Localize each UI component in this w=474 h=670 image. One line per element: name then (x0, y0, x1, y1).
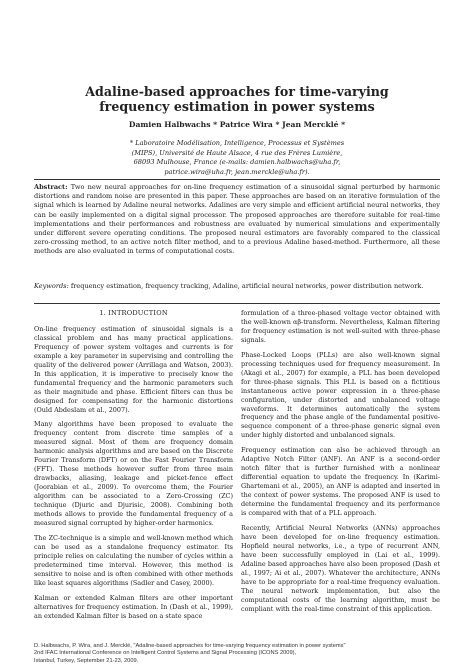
footnote-line: Istanbul, Turkey, September 21-23, 2009. (34, 657, 139, 664)
right-column (241, 309, 440, 620)
body-paragraph: Kalman or extended Kalman filters are other important alternatives for frequency estimation. In (Dash et al., 1999), an extended Kalman filter is based on a state space (34, 593, 233, 620)
abstract-label: Abstract: (34, 183, 68, 191)
section-heading: 1. INTRODUCTION (99, 309, 168, 317)
affiliation-line: patrice.wira@uha.fr, jean.merckle@uha.fr). (164, 167, 310, 176)
body-paragraph: On-line frequency estimation of sinusoidal signals is a classical problem and has many practical applications. Frequency of power system voltages and currents is for example a key parameter in supervising and controlling the quality of the delivered power (Arrillaga and Watson, 2003). In this application, it is imperative to precisely know the fundamental frequency and the harmonic parameters such as their magnitude and phase. Efficient filters can thus be designed for compensating for the harmonic distortions (Ould Abdeslam et al., 2007). (34, 324, 233, 414)
abstract-top-rule (34, 179, 440, 180)
body-paragraph: formulation of a three-phased voltage vector obtained with the well-known αβ-transform. Nevertheless, Kalman filtering for frequency estimation is not well-suited with three-phase signals. (241, 309, 440, 344)
body-paragraph: Recently, Artificial Neural Networks (ANNs) approaches have been developed for on-line frequency estimation. Hopfield neural networks, i.e., a type of recurrent ANN, have been successfully employed in (Lai et al., 1999). Adaline based approaches have also been proposed (Dash et al., 1997; Ai et al., 2007). Whatever the architecture, ANNs have to be appropriate for a real-time frequency evaluation. The neural network implementation, but also the computational costs of the learning algorithm, must be compliant with the real-time constraint of this application. (241, 523, 440, 613)
citation-footnote (34, 643, 454, 665)
keywords (34, 282, 440, 291)
title-line-2: frequency estimation in power systems (99, 99, 375, 114)
footnote-line: 2nd IFAC International Conference on Intelligent Control Systems and Signal Processing (ICONS 2009), (34, 650, 297, 657)
affiliation-line: 68093 Mulhouse, France (e-mails: damien.halbwachs@uha.fr, (133, 158, 341, 166)
keywords-text: frequency estimation, frequency tracking, Adaline, artificial neural networks, power distribution network. (70, 282, 424, 290)
affiliation (100, 139, 374, 177)
author-list: Damien Halbwachs * Patrice Wira * Jean Mercklé * (128, 120, 346, 129)
abstract-bottom-rule (34, 303, 440, 304)
body-paragraph: Frequency estimation can also be achieved through an Adaptive Notch Filter (ANF). An ANF is a second-order notch filter that is further furnished with a nonlinear differential equation to update the frequency. In (Karimi-Ghartemani et al., 2005), an ANF is adapted and inserted in the context of power systems. The proposed ANF is used to determine the fundamental frequency and its performance is compared with that of a PLL approach. (241, 446, 440, 518)
keywords-label: Keywords: (34, 282, 69, 290)
title-line-1: Adaline-based approaches for time-varying (85, 84, 389, 99)
affiliation-line: * Laboratoire Modélisation, Intelligence, Processus et Systèmes (129, 139, 345, 147)
body-paragraph: Many algorithms have been proposed to evaluate the frequency content from discrete time samples of a measured signal. Most of them are frequency domain harmonic analysis algorithms and are based on the Discrete Fourier Transform (DFT) or on the Fast Fourier Transform (FFT). These methods however suffer from three main drawbacks, aliasing, leakage and picket-fence effect (Joorabian et al., 2009). To overcome them, the Fourier algorithm can be associated to a Zero-Crossing (ZC) technique (Djuric and Djurisic, 2008). Combining both methods allows to provide the fundamental frequency of a measured signal corrupted by higher-order harmonics. (34, 420, 233, 527)
left-column (34, 309, 233, 627)
body-paragraph: The ZC-technique is a simple and well-known method which can be used as a standalone frequency estimator. Its principle relies on calculating the number of cycles within a predetermined time interval. However, this method is sensitive to noise and is often combined with other methods like least squares algorithms (Sadler and Casey, 2000). (34, 533, 233, 587)
footnote-line: D. Halbwachs, P. Wira, and J. Mercklé, "Adaline-based approaches for time-varying frequency estimation in power systems" (34, 643, 346, 649)
paper-title (0, 84, 474, 114)
abstract (34, 183, 440, 257)
affiliation-line: (MIPS), Université de Haute Alsace, 4 rue des Frères Lumière, (131, 148, 343, 157)
body-paragraph: Phase-Locked Loops (PLLs) are also well-known signal processing techniques used for frequency measurement. In (Akagi et al., 2007) for example, a PLL has been developed for three-phase signals. This PLL is based on a fictitious instantaneous active power expression in a three-phase configuration, under distorted and unbalanced voltage waveforms. It determines automatically the system frequency and the phase angle of the fundamental positive-sequence component of a three-phase generic signal even under highly distorted and unbalanced signals. (241, 350, 440, 440)
abstract-text: Two new neural approaches for on-line frequency estimation of a sinusoidal signal perturbed by harmonic distortions and random noise are presented in this paper. These approaches are based on an iterative formulation of the signal which is learned by Adaline neural networks. Adalines are very simple and efficient artificial neural networks, they can be easily implemented on a digital signal processor. The proposed approaches are therefore suitable for real-time implementations and their performances and robustness are evaluated by numerical simulations and experimentally under different severe operating conditions. The proposed neural estimators are favorably compared to the classical zero-crossing method, to an active notch filter method, and to a previous Adaline based-method. Furthermore, all these methods are also evaluated in terms of computational costs. (34, 183, 440, 256)
